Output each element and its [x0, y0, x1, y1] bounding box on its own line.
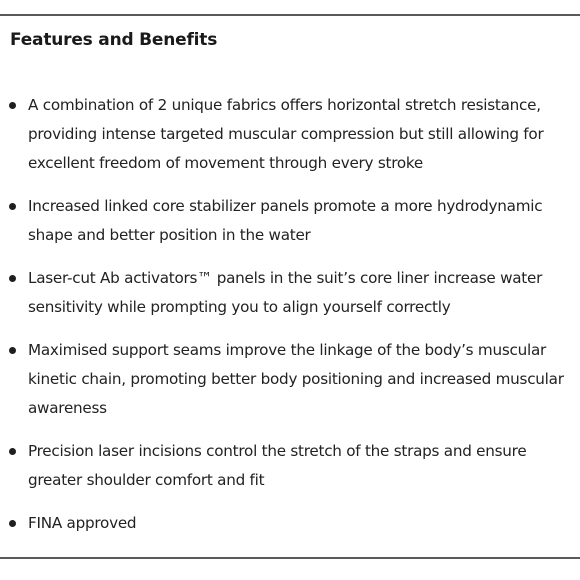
- bullet-icon: [9, 347, 16, 354]
- list-item: [0, 336, 575, 423]
- bullet-icon: [9, 203, 16, 210]
- top-divider: [0, 14, 580, 16]
- bullet-icon: [9, 102, 16, 109]
- list-item-text: Laser-cut Ab activators™ panels in the suit’s core liner increase water sensitivity while prompting you to align yourself correctly: [28, 269, 543, 316]
- bullet-icon: [9, 275, 16, 282]
- list-item: [0, 264, 575, 322]
- list-item: [0, 437, 575, 495]
- bottom-divider: [0, 557, 580, 559]
- bullet-icon: [9, 448, 16, 455]
- list-item-text: A combination of 2 unique fabrics offers horizontal stretch resistance, providing intense targeted muscular compression but still allowing for excellent freedom of movement through every stroke: [28, 96, 544, 172]
- section-title: Features and Benefits: [10, 30, 218, 50]
- list-item: [0, 509, 575, 538]
- list-item-text: Increased linked core stabilizer panels promote a more hydrodynamic shape and better position in the water: [28, 197, 543, 244]
- list-item-text: Maximised support seams improve the linkage of the body’s muscular kinetic chain, promoting better body positioning and increased muscular awareness: [28, 341, 564, 417]
- benefits-list: [0, 91, 575, 552]
- bullet-icon: [9, 520, 16, 527]
- list-item: [0, 91, 575, 178]
- list-item-text: Precision laser incisions control the stretch of the straps and ensure greater shoulder comfort and fit: [28, 442, 527, 489]
- list-item: [0, 192, 575, 250]
- list-item-text: FINA approved: [28, 514, 137, 532]
